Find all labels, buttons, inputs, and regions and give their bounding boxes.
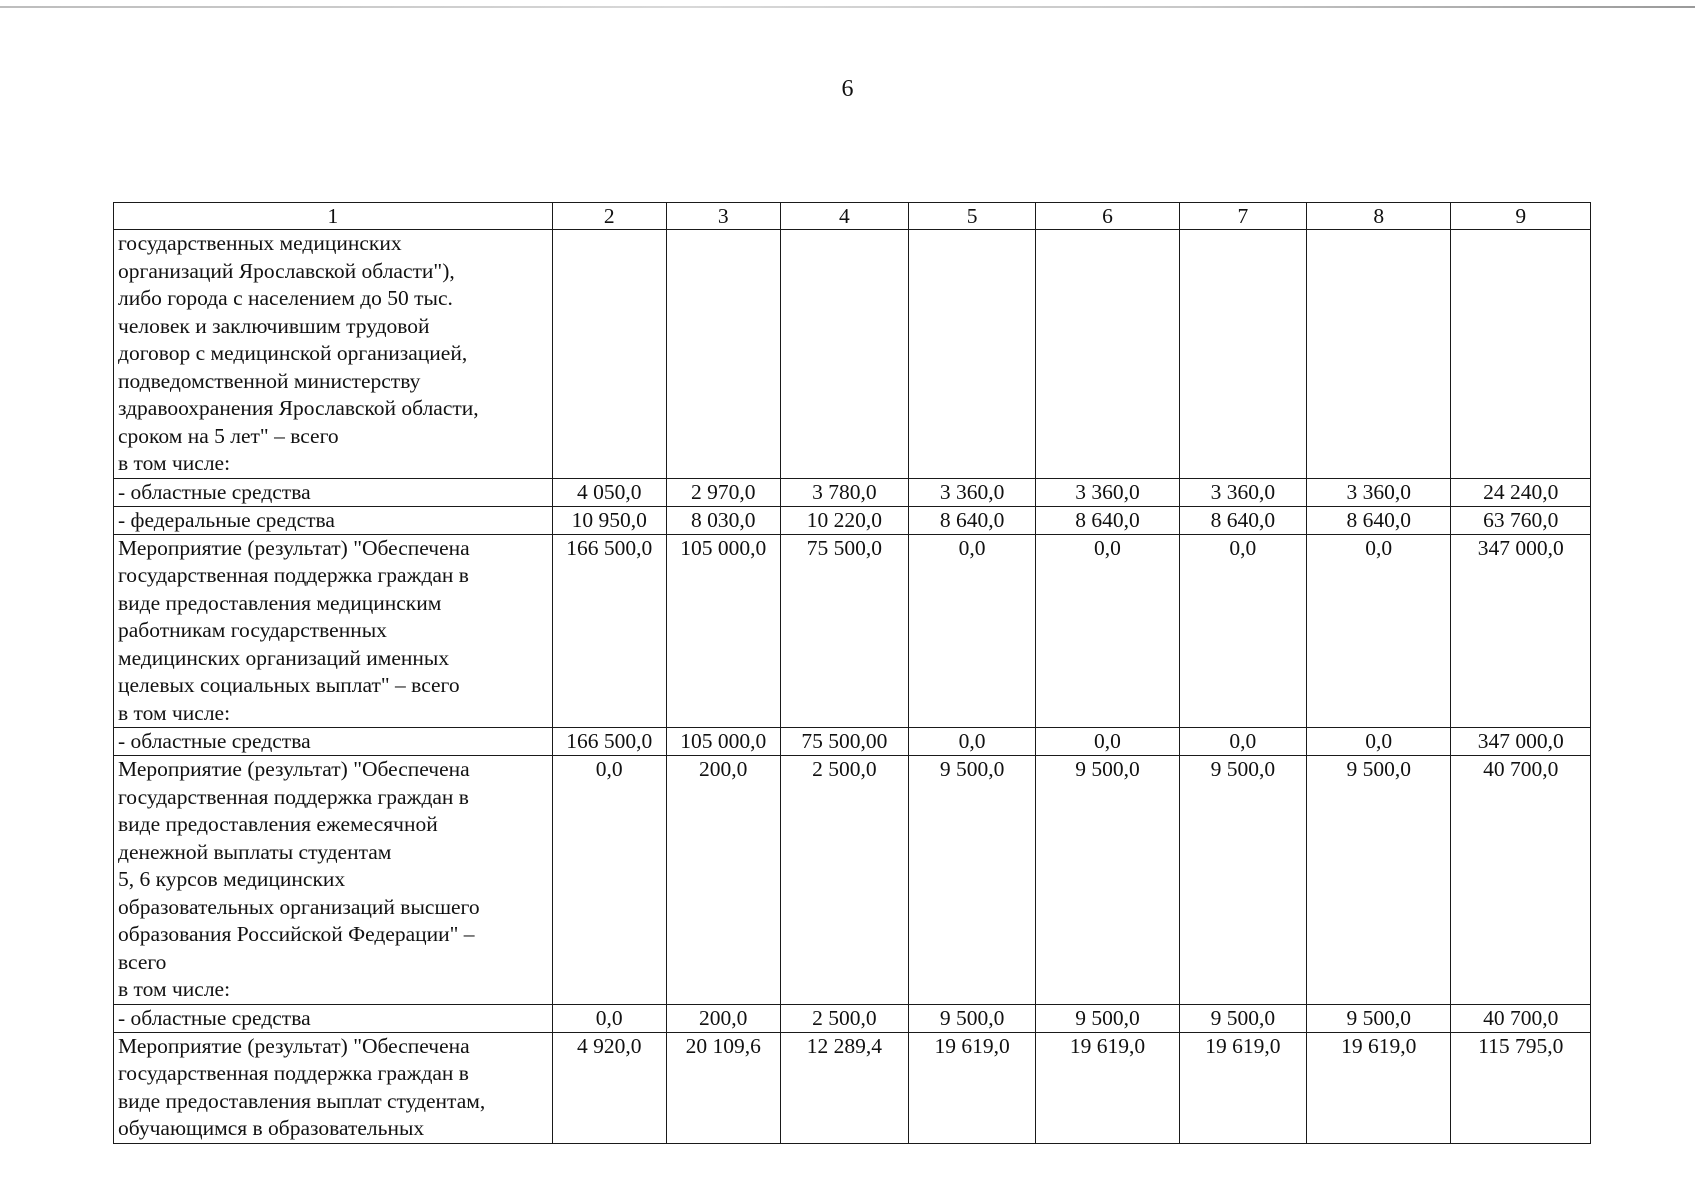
value-cell: 12 289,4 xyxy=(780,1032,908,1143)
value-cell: 10 220,0 xyxy=(780,506,908,534)
value-cell: 4 920,0 xyxy=(552,1032,666,1143)
value-cell xyxy=(1451,230,1591,479)
value-cell: 3 360,0 xyxy=(1036,478,1180,506)
value-cell: 75 500,0 xyxy=(780,534,908,728)
table-row xyxy=(114,728,1591,756)
value-cell: 3 360,0 xyxy=(1306,478,1451,506)
value-cell: 8 640,0 xyxy=(1306,506,1451,534)
column-header: 3 xyxy=(666,203,780,230)
value-cell: 347 000,0 xyxy=(1451,534,1591,728)
value-cell: 9 500,0 xyxy=(908,756,1035,1005)
value-cell xyxy=(1179,230,1306,479)
value-cell: 19 619,0 xyxy=(908,1032,1035,1143)
value-cell: 63 760,0 xyxy=(1451,506,1591,534)
value-cell: 8 640,0 xyxy=(1179,506,1306,534)
table-row xyxy=(114,756,1591,1005)
column-header: 5 xyxy=(908,203,1035,230)
page-number: 6 xyxy=(841,76,854,102)
value-cell: 105 000,0 xyxy=(666,728,780,756)
value-cell: 0,0 xyxy=(1179,728,1306,756)
value-cell: 40 700,0 xyxy=(1451,1004,1591,1032)
value-cell: 347 000,0 xyxy=(1451,728,1591,756)
column-header: 8 xyxy=(1306,203,1451,230)
value-cell: 9 500,0 xyxy=(1306,756,1451,1005)
value-cell: 24 240,0 xyxy=(1451,478,1591,506)
row-label: - областные средства xyxy=(114,478,553,506)
value-cell: 19 619,0 xyxy=(1036,1032,1180,1143)
value-cell: 200,0 xyxy=(666,1004,780,1032)
value-cell xyxy=(908,230,1035,479)
value-cell: 3 780,0 xyxy=(780,478,908,506)
value-cell: 2 500,0 xyxy=(780,1004,908,1032)
column-header: 2 xyxy=(552,203,666,230)
value-cell: 166 500,0 xyxy=(552,728,666,756)
value-cell: 40 700,0 xyxy=(1451,756,1591,1005)
column-header: 6 xyxy=(1036,203,1180,230)
value-cell: 0,0 xyxy=(1306,534,1451,728)
value-cell xyxy=(552,230,666,479)
value-cell: 4 050,0 xyxy=(552,478,666,506)
value-cell: 0,0 xyxy=(908,728,1035,756)
value-cell xyxy=(1306,230,1451,479)
row-label: - областные средства xyxy=(114,1004,553,1032)
row-label: Мероприятие (результат) "Обеспечена государственная поддержка граждан в виде предоставления медицинским работникам государственных медицинских организаций именных целевых социальных выплат" – всего в том числе: xyxy=(114,534,553,728)
value-cell xyxy=(666,230,780,479)
table-row xyxy=(114,230,1591,479)
value-cell: 75 500,00 xyxy=(780,728,908,756)
column-number-row xyxy=(114,203,1591,230)
value-cell: 105 000,0 xyxy=(666,534,780,728)
value-cell: 9 500,0 xyxy=(908,1004,1035,1032)
value-cell: 0,0 xyxy=(1036,728,1180,756)
value-cell: 3 360,0 xyxy=(908,478,1035,506)
value-cell: 0,0 xyxy=(552,1004,666,1032)
column-header: 1 xyxy=(114,203,553,230)
table-row xyxy=(114,506,1591,534)
column-header: 9 xyxy=(1451,203,1591,230)
row-label: государственных медицинских организаций Ярославской области"), либо города с населением до 50 тыс. человек и заключившим трудовой договор с медицинской организацией, подведомственной министерству здравоохранения Ярославской области, сроком на 5 лет" – всего в том числе: xyxy=(114,230,553,479)
row-label: Мероприятие (результат) "Обеспечена государственная поддержка граждан в виде предоставления выплат студентам, обучающимся в образовательных xyxy=(114,1032,553,1143)
value-cell: 0,0 xyxy=(908,534,1035,728)
column-header: 4 xyxy=(780,203,908,230)
row-label: - областные средства xyxy=(114,728,553,756)
value-cell: 8 640,0 xyxy=(908,506,1035,534)
value-cell: 20 109,6 xyxy=(666,1032,780,1143)
value-cell: 9 500,0 xyxy=(1036,1004,1180,1032)
funding-table xyxy=(113,202,1591,1144)
value-cell: 0,0 xyxy=(1179,534,1306,728)
row-label: - федеральные средства xyxy=(114,506,553,534)
value-cell: 9 500,0 xyxy=(1306,1004,1451,1032)
value-cell: 2 970,0 xyxy=(666,478,780,506)
value-cell: 166 500,0 xyxy=(552,534,666,728)
value-cell: 3 360,0 xyxy=(1179,478,1306,506)
value-cell: 8 030,0 xyxy=(666,506,780,534)
value-cell: 200,0 xyxy=(666,756,780,1005)
value-cell: 9 500,0 xyxy=(1036,756,1180,1005)
value-cell: 9 500,0 xyxy=(1179,1004,1306,1032)
value-cell: 0,0 xyxy=(1036,534,1180,728)
row-label: Мероприятие (результат) "Обеспечена государственная поддержка граждан в виде предоставления ежемесячной денежной выплаты студентам 5, 6 курсов медицинских образовательных организаций высшего образования Российской Федерации" – всего в том числе: xyxy=(114,756,553,1005)
column-header: 7 xyxy=(1179,203,1306,230)
value-cell: 0,0 xyxy=(552,756,666,1005)
value-cell: 0,0 xyxy=(1306,728,1451,756)
value-cell: 2 500,0 xyxy=(780,756,908,1005)
value-cell: 10 950,0 xyxy=(552,506,666,534)
value-cell xyxy=(780,230,908,479)
value-cell: 19 619,0 xyxy=(1306,1032,1451,1143)
value-cell: 9 500,0 xyxy=(1179,756,1306,1005)
scan-edge xyxy=(0,6,1695,8)
table-row xyxy=(114,1032,1591,1143)
value-cell: 115 795,0 xyxy=(1451,1032,1591,1143)
value-cell xyxy=(1036,230,1180,479)
table-row xyxy=(114,478,1591,506)
value-cell: 19 619,0 xyxy=(1179,1032,1306,1143)
table-row xyxy=(114,534,1591,728)
value-cell: 8 640,0 xyxy=(1036,506,1180,534)
table-row xyxy=(114,1004,1591,1032)
